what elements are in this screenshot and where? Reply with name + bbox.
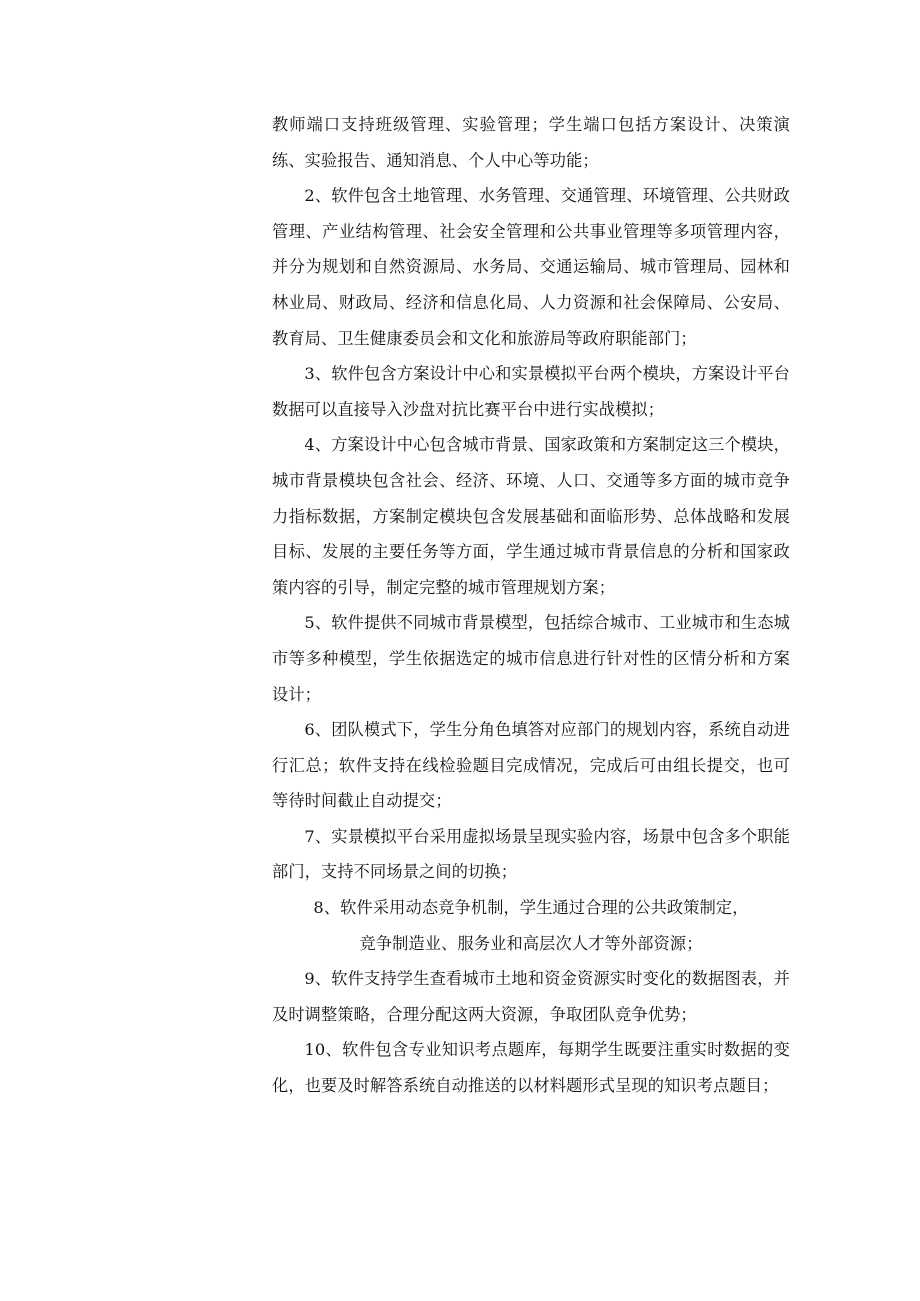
paragraph-item-3: 3、软件包含方案设计中心和实景模拟平台两个模块，方案设计平台数据可以直接导入沙盘对抗比赛平台中进行实战模拟； bbox=[272, 364, 790, 419]
paragraph-item-7: 7、实景模拟平台采用虚拟场景呈现实验内容，场景中包含多个职能部门，支持不同场景之间的切换； bbox=[272, 826, 790, 882]
paragraph-item-5: 5、软件提供不同城市背景模型，包括综合城市、工业城市和生态城市等多种模型，学生依据选定的城市信息进行针对性的区情分析和方案设计； bbox=[272, 613, 790, 704]
document-body bbox=[272, 107, 790, 1104]
paragraph-item-4: 4、方案设计中心包含城市背景、国家政策和方案制定这三个模块，城市背景模块包含社会、经济、环境、人口、交通等多方面的城市竞争力指标数据，方案制定模块包含发展基础和面临形势、总体战略和发展目标、发展的主要任务等方面，学生通过城市背景信息的分析和国家政策内容的引导，制定完整的城市管理规划方案； bbox=[272, 435, 790, 597]
paragraph-port-functions: 教师端口支持班级管理、实验管理；学生端口包括方案设计、决策演练、实验报告、通知消息、个人中心等功能； bbox=[272, 115, 790, 170]
paragraph-item-6: 6、团队模式下，学生分角色填答对应部门的规划内容，系统自动进行汇总；软件支持在线检验题目完成情况，完成后可由组长提交，也可等待时间截止自动提交； bbox=[272, 720, 790, 811]
paragraph-item-8-line-1: 8、软件采用动态竞争机制，学生通过合理的公共政策制定， bbox=[313, 898, 749, 918]
paragraph-item-8-line-2: 竞争制造业、服务业和高层次人才等外部资源； bbox=[359, 933, 703, 953]
paragraph-item-2: 2、软件包含土地管理、水务管理、交通管理、环境管理、公共财政管理、产业结构管理、社会安全管理和公共事业管理等多项管理内容，并分为规划和自然资源局、水务局、交通运输局、城市管理局、园林和林业局、财政局、经济和信息化局、人力资源和社会保障局、公安局、教育局、卫生健康委员会和文化和旅游局等政府职能部门； bbox=[272, 186, 790, 348]
paragraph-item-10: 10、软件包含专业知识考点题库，每期学生既要注重实时数据的变化，也要及时解答系统自动推送的以材料题形式呈现的知识考点题目； bbox=[272, 1040, 790, 1096]
paragraph-item-9: 9、软件支持学生查看城市土地和资金资源实时变化的数据图表，并及时调整策略，合理分配这两大资源，争取团队竞争优势； bbox=[272, 969, 790, 1024]
